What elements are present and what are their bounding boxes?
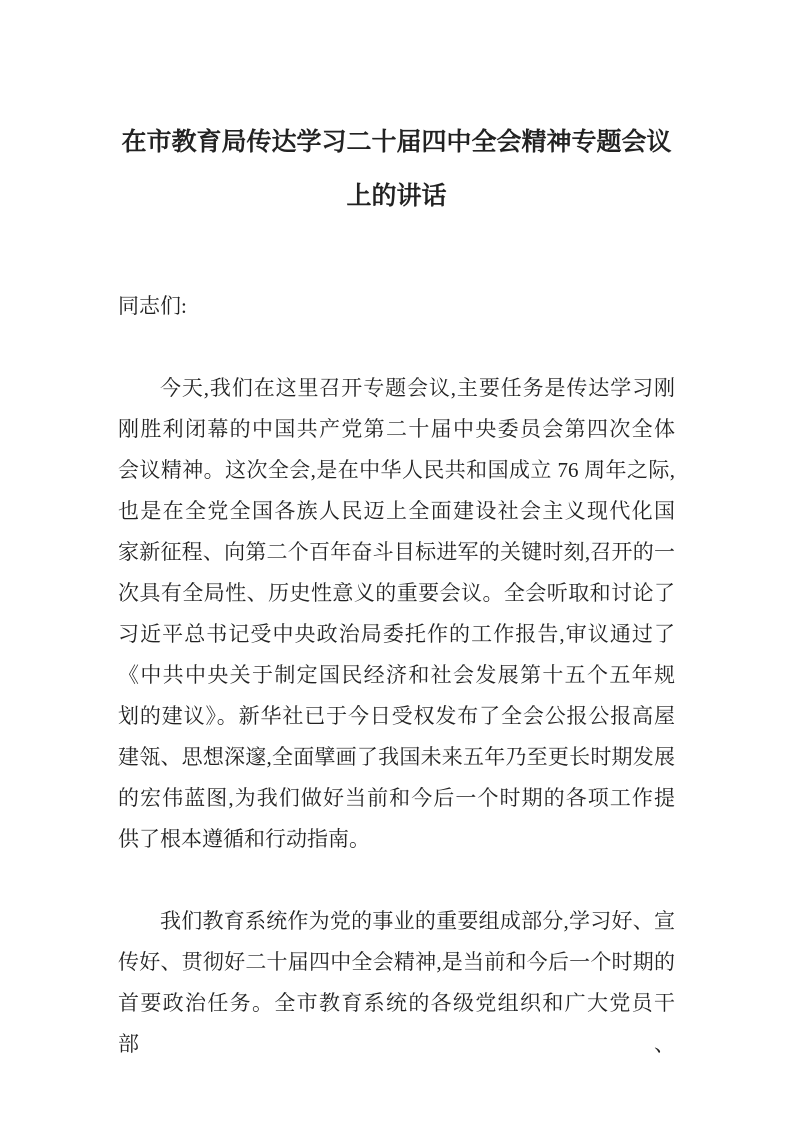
title-line-1: 在市教育局传达学习二十届四中全会精神专题会议: [121, 129, 672, 156]
text-line: 家新征程、向第二个百年奋斗目标进军的关键时刻,召开的一: [118, 540, 675, 564]
text-line: 今天,我们在这里召开专题会议,主要任务是传达学习刚: [160, 376, 675, 400]
paragraph: [118, 901, 675, 1065]
text-line: 《中共中央关于制定国民经济和社会发展第十五个五年规: [118, 663, 675, 687]
text-line: 习近平总书记受中央政治局委托作的工作报告,审议通过了: [118, 622, 675, 646]
text-line: 首要政治任务。全市教育系统的各级党组织和广大党员干部、: [118, 991, 675, 1056]
text-line: 建瓴、思想深邃,全面擘画了我国未来五年乃至更长时期发展: [118, 745, 675, 769]
salutation: 同志们:: [118, 294, 187, 318]
text-line: 传好、贯彻好二十届四中全会精神,是当前和今后一个时期的: [118, 950, 675, 974]
text-line: 供了根本遵循和行动指南。: [118, 827, 370, 851]
document-title: [118, 116, 675, 224]
title-line-2: 上的讲话: [346, 183, 447, 210]
paragraphs: [118, 368, 675, 1065]
text-line: 刚胜利闭幕的中国共产党第二十届中央委员会第四次全体: [118, 417, 675, 441]
text-line: 划的建议》。新华社已于今日受权发布了全会公报公报高屋: [118, 704, 675, 728]
text-line: 的宏伟蓝图,为我们做好当前和今后一个时期的各项工作提: [118, 786, 675, 810]
text-line: 会议精神。这次全会,是在中华人民共和国成立 76 周年之际,: [118, 458, 675, 482]
paragraph: [118, 368, 675, 860]
text-line: 次具有全局性、历史性意义的重要会议。全会听取和讨论了: [118, 581, 675, 605]
text-line: 我们教育系统作为党的事业的重要组成部分,学习好、宣: [160, 909, 675, 933]
text-line: 也是在全党全国各族人民迈上全面建设社会主义现代化国: [118, 499, 675, 523]
